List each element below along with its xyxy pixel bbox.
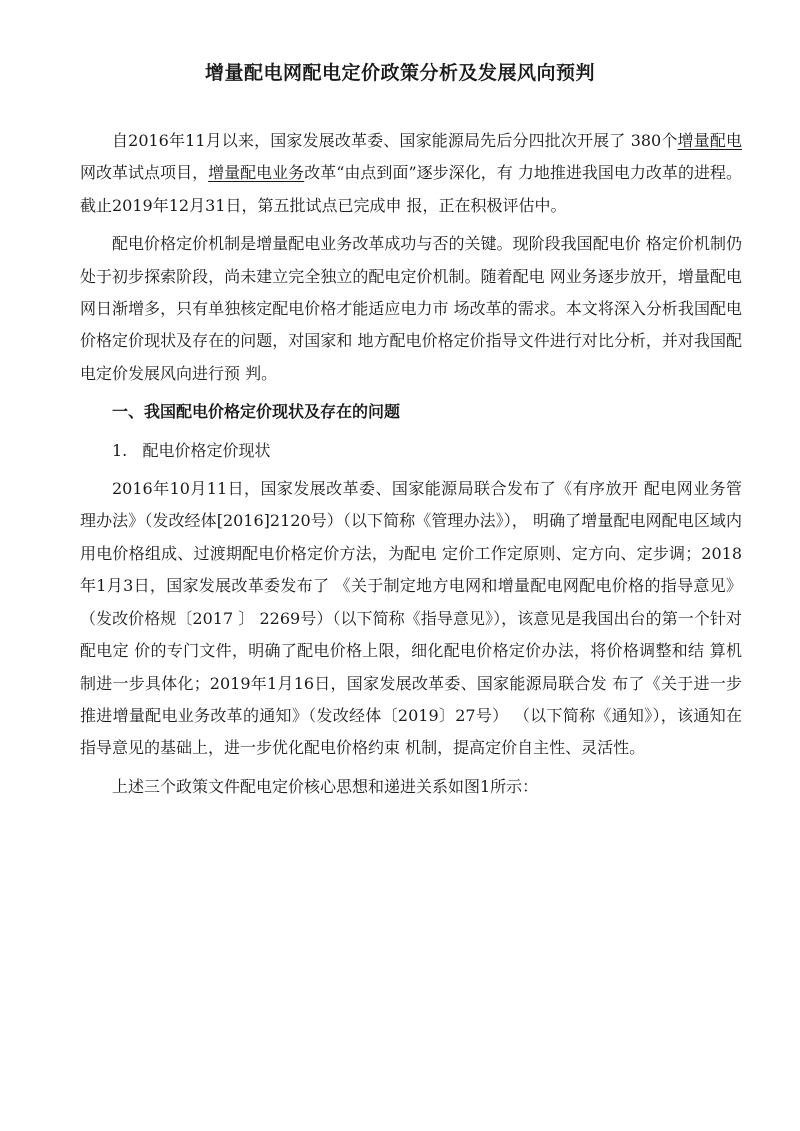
- section-paragraph-policy-history: 2016年10月11日，国家发展改革委、国家能源局联合发布了《有序放开 配电网业务管理办法》（发改经体[2016]2120号）（以下简称《管理办法》）， 明确了增量配电网配电区域内用电价格组成、过渡期配电价格定价方法，为配电 定价工作定原则、定方向、定步调；2018年1月3日，国家发展改革委发布了 《关于制定地方电网和增量配电网配电价格的指导意见》（发改价格规〔2017 〕 2269号）（以下简称《指导意见》），该意见是我国出台的第一个针对配电定 价的专门文件，明确了配电价格上限，细化配电价格定价办法，将价格调整和结 算机制进一步具体化；2019年1月16日，国家发展改革委、国家能源局联合发 布了《关于进一步推进增量配电业务改革的通知》（发改经体〔2019〕27号） （以下简称《通知》），该通知在指导意见的基础上，进一步优化配电价格约束 机制，提高定价自主性、灵活性。: [80, 479, 742, 758]
- document-title: 增量配电网配电定价政策分析及发展风向预判: [204, 62, 595, 84]
- subsection-number: 1.: [112, 440, 128, 460]
- intro-p1-text-b: 网改革试点项目，: [80, 163, 209, 183]
- intro-paragraph-2: 配电价格定价机制是增量配电业务改革成功与否的关键。现阶段我国配电价 格定价机制仍处于初步探索阶段，尚未建立完全独立的配电定价机制。随着配电 网业务逐步放开，增量配电网日渐增多，只有单独核定配电价格才能适应电力市 场改革的需求。本文将深入分析我国配电价格定价现状及存在的问题，对国家和 地方配电价格定价指导文件进行对比分析，并对我国配电定价发展风向进行预 判。: [80, 234, 742, 383]
- subsection-title: 配电价格定价现状: [142, 440, 271, 460]
- subsection-heading: [80, 435, 742, 467]
- section-heading: 一、我国配电价格定价现状及存在的问题: [112, 402, 401, 422]
- intro-p1-link-incremental-business[interactable]: 增量配电业务: [208, 163, 305, 183]
- intro-p1-link-incremental-distribution[interactable]: 增量配电: [677, 131, 742, 150]
- intro-p1-text-a: 自2016年11月以来，国家发展改革委、国家能源局先后分四批次开展了 380个: [112, 131, 678, 150]
- intro-paragraph-1: [80, 125, 742, 222]
- intro-p1-text-c: 改革“由点到面”逐步深化，有 力地推进我国电力改革的进程。截止2019年12月31日，第五批试点已完成申 报，正在积极评估中。: [80, 163, 742, 215]
- document-body: [80, 125, 742, 809]
- section-paragraph-figure-intro: 上述三个政策文件配电定价核心思想和递进关系如图1所示：: [112, 776, 539, 796]
